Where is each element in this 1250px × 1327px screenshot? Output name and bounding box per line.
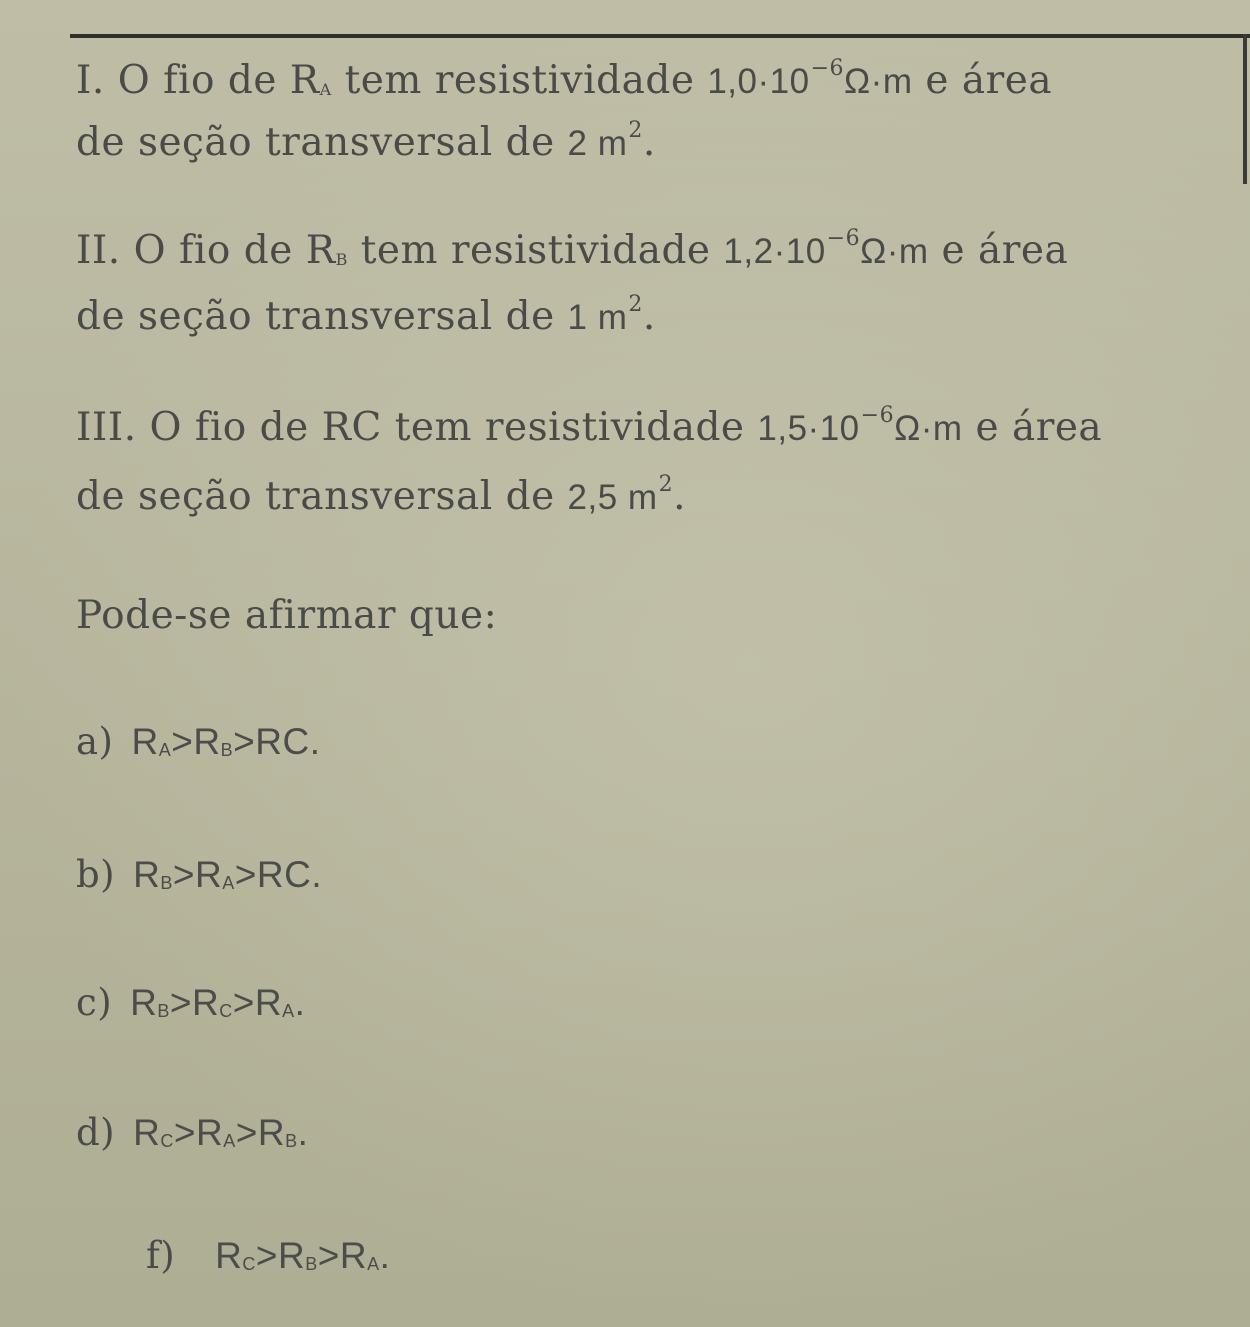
option-c-sub-2: C xyxy=(219,1001,233,1021)
resistance-symbol: R xyxy=(254,982,283,1023)
statement-2-suffix: e área xyxy=(928,228,1069,273)
greater-than-sign: > xyxy=(317,1235,340,1276)
option-b[interactable] xyxy=(76,855,322,894)
question-text xyxy=(76,593,498,638)
statement-1-line2-prefix: de seção transversal de xyxy=(76,120,568,165)
option-d-sub-1: C xyxy=(160,1131,174,1151)
statement-1-suffix: e área xyxy=(912,58,1053,103)
statement-3-suffix: e área xyxy=(962,405,1103,450)
statement-1-mid: tem resistividade xyxy=(331,58,708,103)
resistance-symbol: R xyxy=(256,854,285,895)
greater-than-sign: > xyxy=(169,982,193,1023)
statement-1-line-1 xyxy=(76,56,1053,103)
resistance-symbol: R xyxy=(277,1235,306,1276)
statement-1-period: . xyxy=(642,120,656,165)
statement-1-area-exponent: 2 xyxy=(628,118,643,143)
statement-3-resistivity: 1,5·10 xyxy=(757,409,860,448)
option-d-period: . xyxy=(297,1112,309,1153)
option-c-sub-3: A xyxy=(282,1001,295,1021)
statement-2-exponent: −6 xyxy=(826,226,861,251)
option-a-sub-3: C xyxy=(282,721,310,762)
statement-2-prefix: II. O fio de R xyxy=(76,228,336,273)
resistance-symbol: R xyxy=(193,721,221,762)
option-a-period: . xyxy=(309,721,321,762)
statement-2-line-1 xyxy=(76,226,1069,273)
statement-2-area: 1 m xyxy=(567,298,628,337)
statement-3-unit: Ω·m xyxy=(894,409,963,448)
option-f[interactable] xyxy=(146,1236,390,1275)
resistance-symbol: R xyxy=(195,1112,224,1153)
option-d-sub-2: A xyxy=(223,1131,236,1151)
right-border-rule xyxy=(1243,34,1247,184)
greater-than-sign: > xyxy=(234,854,257,895)
option-f-expression xyxy=(215,1237,390,1274)
resistance-symbol: R xyxy=(192,982,220,1023)
statement-3-area-exponent: 2 xyxy=(658,472,674,497)
option-c-label: c) xyxy=(76,981,113,1024)
statement-2-line2-prefix: de seção transversal de xyxy=(76,294,568,339)
greater-than-sign: > xyxy=(255,1235,278,1276)
option-b-expression xyxy=(133,856,322,893)
option-d-expression xyxy=(133,1114,308,1151)
statement-3-mid: tem resistividade xyxy=(381,405,758,450)
statement-3-line-1 xyxy=(76,403,1103,450)
option-f-sub-1: C xyxy=(242,1254,256,1274)
question-label: Pode-se afirmar que: xyxy=(76,593,498,638)
statement-1-area: 2 m xyxy=(567,124,628,163)
option-f-period: . xyxy=(379,1235,391,1276)
statement-3-line2-prefix: de seção transversal de xyxy=(76,474,568,519)
option-d-label: d) xyxy=(76,1111,116,1154)
greater-than-sign: > xyxy=(173,1112,196,1153)
option-c-period: . xyxy=(294,982,306,1023)
statement-3-line-2 xyxy=(76,472,686,519)
statement-2-unit: Ω·m xyxy=(860,232,929,271)
greater-than-sign: > xyxy=(172,854,195,895)
statement-3-period: . xyxy=(673,474,686,519)
statement-3-prefix: III. O fio de RC xyxy=(76,405,382,450)
resistance-symbol: R xyxy=(194,854,223,895)
option-d[interactable] xyxy=(76,1113,308,1152)
resistance-symbol: R xyxy=(255,721,283,762)
option-a-sub-1: A xyxy=(158,740,172,760)
statement-2-resistivity: 1,2·10 xyxy=(723,232,826,271)
option-b-sub-3: C xyxy=(284,854,312,895)
statement-2-line-2 xyxy=(76,292,656,339)
statement-1-line-2 xyxy=(76,118,656,165)
option-c-sub-1: B xyxy=(157,1001,170,1021)
statement-3-area: 2,5 m xyxy=(567,478,658,517)
statement-1-exponent: −6 xyxy=(810,56,844,81)
statement-1-subscript: A xyxy=(319,80,332,99)
option-b-sub-2: A xyxy=(222,873,235,893)
greater-than-sign: > xyxy=(171,721,194,762)
resistance-symbol: R xyxy=(339,1235,368,1276)
option-a-label: a) xyxy=(76,720,114,763)
option-c-expression xyxy=(130,984,305,1021)
option-d-sub-3: B xyxy=(285,1131,298,1151)
statement-1-resistivity: 1,0·10 xyxy=(707,62,810,101)
statement-2-period: . xyxy=(642,294,656,339)
option-a[interactable] xyxy=(76,722,320,761)
statement-2-mid: tem resistividade xyxy=(347,228,724,273)
option-b-sub-1: B xyxy=(160,873,173,893)
statement-1-unit: Ω·m xyxy=(844,62,913,101)
option-b-period: . xyxy=(311,854,323,895)
resistance-symbol: R xyxy=(133,854,161,895)
resistance-symbol: R xyxy=(257,1112,286,1153)
option-a-sub-2: B xyxy=(220,740,234,760)
option-c[interactable] xyxy=(76,983,305,1022)
statement-2-area-exponent: 2 xyxy=(628,292,643,317)
resistance-symbol: R xyxy=(131,721,159,762)
greater-than-sign: > xyxy=(232,982,255,1023)
option-f-sub-2: B xyxy=(305,1254,318,1274)
option-f-sub-3: A xyxy=(367,1254,380,1274)
resistance-symbol: R xyxy=(215,1235,243,1276)
option-b-label: b) xyxy=(76,853,116,896)
resistance-symbol: R xyxy=(130,982,158,1023)
statement-2-subscript: B xyxy=(335,250,348,269)
option-f-label: f) xyxy=(146,1234,176,1277)
statement-3-exponent: −6 xyxy=(860,403,895,428)
greater-than-sign: > xyxy=(233,721,256,762)
option-a-expression xyxy=(132,723,321,760)
statement-1-prefix: I. O fio de R xyxy=(76,58,320,103)
greater-than-sign: > xyxy=(235,1112,258,1153)
top-border-rule xyxy=(70,34,1250,38)
resistance-symbol: R xyxy=(133,1112,161,1153)
